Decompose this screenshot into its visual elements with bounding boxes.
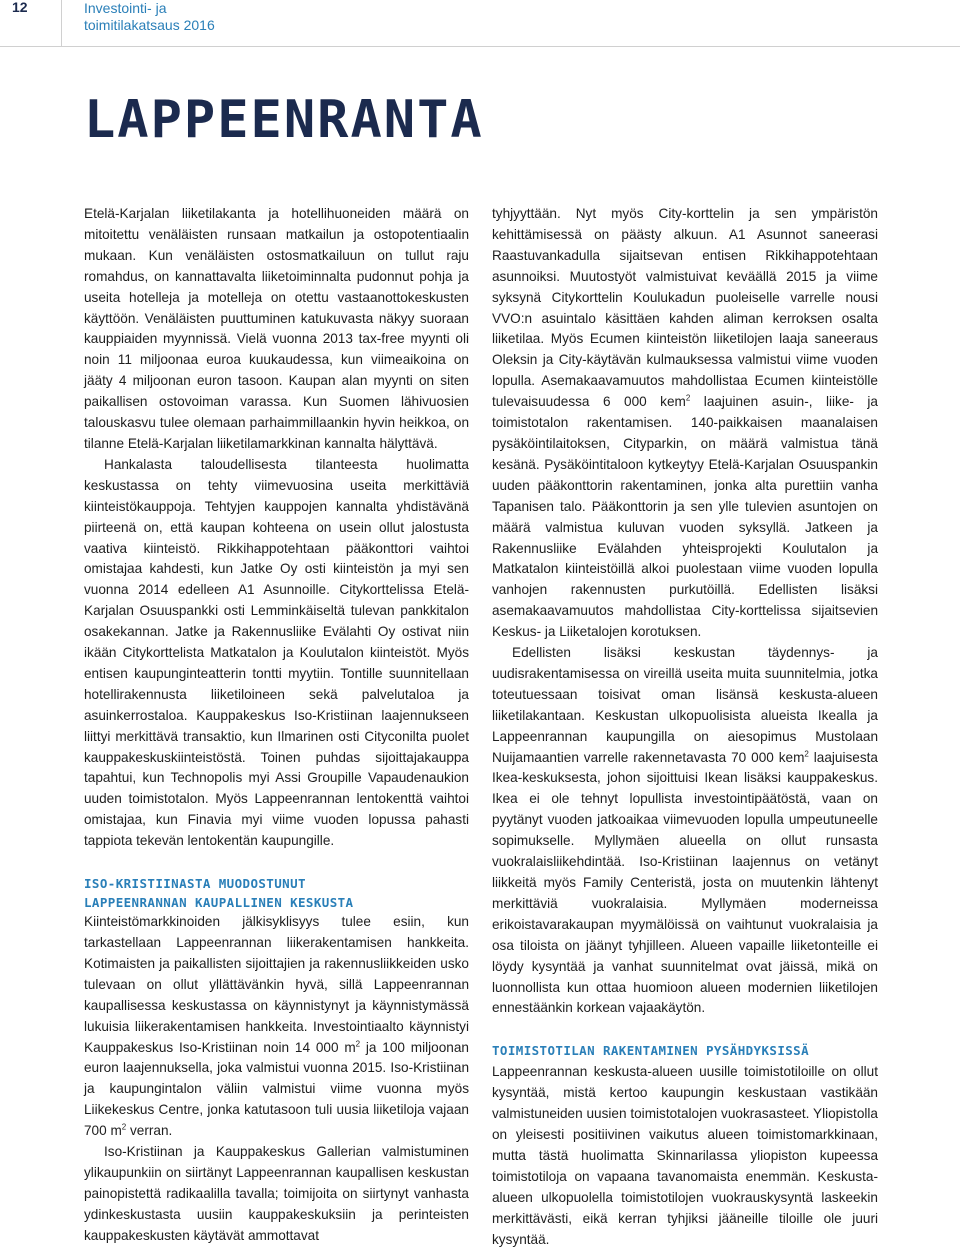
right-paragraph-1 <box>492 204 878 643</box>
section-heading-1-line-2: LAPPEENRANNAN KAUPALLINEN KESKUSTA <box>84 895 354 911</box>
superscript-2: 2 <box>121 1122 127 1132</box>
left-column <box>84 204 469 1247</box>
superscript-2: 2 <box>685 393 691 403</box>
right-p1-part-a: tyhjyyttään. Nyt myös City-korttelin ja sen ympäristön kehittämisessä on päästy alkuun. A1 Asunnot saneerasi Raastuvankadulla sijaitsevan entisen Rikkihappotehtaan asunnoiksi. Muutostyöt valmistuivat keväällä 2015 ja viime syksynä Citykorttelin Koulukadun puoleiselle varrelle nousi VVO:n asuintalo käsittäen kahden aliman kerroksen osalta liiketilaa. Myös Ecumen kiinteistön liiketilojen laaja saneeraus Oleksin ja City-käytävän kulmauksessa valmistui viime vuoden lopulla. Asemakaavamuutos mahdollistaa Ecumen kiinteistölle tulevaisuudessa 6 000 kem <box>492 206 878 410</box>
section-heading-1-line-1: ISO-KRISTIINASTA MUODOSTUNUT <box>84 876 306 892</box>
page-title: LAPPEENRANTA <box>84 90 484 150</box>
left-p3-part-a: Kiinteistömarkkinoiden jälkisyklisyys tulee esiin, kun tarkastellaan Lappeenrannan liikerakentamisen hankkeita. Kotimaisten ja paikallisten sijoittajien ja rakennusliikkeiden usko tulevaan on ollut yllättävänkin hyvä, sillä Lappeenrannan kaupallisessa keskustassa on käynnistynyt ja käynnistymässä lukuisia liikerakentamisen hankkeita. Investointiaalto käynnistyi Kauppakeskus Iso-Kristiinan noin 14 000 m <box>84 914 469 1055</box>
right-paragraph-2 <box>492 643 878 1019</box>
running-head <box>84 0 215 34</box>
page-number-box <box>0 0 62 46</box>
superscript-2: 2 <box>355 1039 361 1048</box>
left-p3-part-c: verran. <box>126 1123 173 1139</box>
right-p1-part-b: laajuinen asuin-, liike- ja toimistotalon rakentamisen. 140-paikkaisen maanalaisen pysäköintilaitoksen, Cityparkin, on määrä valmistua tänä kesänä. Pysäköintitaloon kytkeytyy Etelä-Karjalan Osuuspankin uuden pääkonttorin rakentaminen, jonka alta purettiin vanha Tapanisen talo. Pääkonttorin ja sen ylle tulevien asuntojen on määrä valmistua kuluvan vuoden syksyllä. Jatkeen ja Rakennusliike Evälahden yhteisprojekti Koulutalon ja Matkatalon kiinteistöillä alkoi puolestaan viime vuoden lopulla vanhojen rakennusten purkutöillä. Edellisten lisäksi asemakaavamuutos mahdollistaa City-korttelissa sijaitsevien Keskus- ja Liiketalojen korotuksen. <box>492 394 878 640</box>
right-column <box>492 204 878 1251</box>
left-paragraph-3 <box>84 912 469 1142</box>
right-p2-part-b: laajuisesta Ikea-keskuksesta, johon sijoittuisi Ikean lisäksi kauppakeskus. Ikea ei ole tehnyt lopullista investointipäätöstä, vaan on pyytänyt vuoden jatkoaikaa viimevuoden lopulla umpeutuneelle sopimukselle. Myllymäen alueella on ollut runsasta vuokralaisliikehdintää. Iso-Kristiinan laajennus on vetänyt liikkeitä myös Family Centeristä, josta on muutenkin lähtenyt merkittäviä vuokralaisia. Myllymäen moderneissa erikoistavarakaupan myymälöissä on vaihtunut vuokralaisia ja osa tiloista on jäänyt tyhjilleen. Alueen vapaille liiketonteille ei löydy kysyntää ja vanhat suunnitelmat ovat jäissä, mikä on luonnollista kun ottaa huomioon alueen modernien liiketilojen ennestäänkin korkean vajaakäytön. <box>492 749 878 1016</box>
superscript-2: 2 <box>804 749 809 759</box>
running-head-line-1: Investointi- ja <box>84 0 167 16</box>
right-p2-part-a: Edellisten lisäksi keskustan täydennys- ja uudisrakentamisessa on vireillä useita muita suunnitelmia, jotka toteutuessaan toisivat oman lisänsä keskusta-alueen liiketilakantaan. Keskustan ulkopuolisista alueista Ikealla ja Lappeenrannan kaupungilla on aiesopimus Mustolaan Nuijamaantien varrelle rakennetavasta 70 000 kem <box>492 645 878 765</box>
running-head-line-2: toimitilakatsaus 2016 <box>84 17 215 33</box>
page-number: 12 <box>12 0 28 15</box>
header-rule <box>0 46 960 47</box>
left-paragraph-1: Etelä-Karjalan liiketilakanta ja hotellihuoneiden määrä on mitoitettu venäläisten runsaan matkailun ja ostopotentiaalin mukaan. Kun venäläisten ostosmatkailuun on tullut raju romahdus, on kannattavalta liiketoiminnalta pudonnut pohja ja useita hotelleja ja motelleja on otettu vastaanottokeskusten käyttöön. Venäläisten puuttuminen katukuvasta näkyy suoraan kauppiaiden myynnissä. Vielä vuonna 2013 tax-free myynti oli noin 11 miljoonaa euroa kuukaudessa, kun viimeaikoina on jääty 4 miljoonan euron tasoon. Kaupan alan myynti on siten paikallisen ostovoiman varassa. Kun Suomen lähivuosien talouskasvu tulee olemaan parhaimmillaankin hyvin heikkoa, on tilanne Etelä-Karjalan liiketilamarkkinan kannalta hälyttävä. <box>84 206 469 451</box>
right-paragraph-3: Lappeenrannan keskusta-alueen uusille toimistotiloille on ollut kysyntää, mistä kertoo kaupungin keskustaan vastikään valmistuneiden uusien toimistotalojen vuokrasasteet. Yliopistolla on yleisesti positiivinen vaikutus alueen toimistomarkkinaan, mutta tästä huolimatta Skinnarilassa yliopiston kupeessa toimistotiloja on vapaana tavanomaista enemmän. Keskusta-alueen ulkopuolella toimistotilojen vuokrauskysyntä laskeekin merkittävästi, eikä kerran tyhjiksi jääneille tiloille ole juuri kysyntää. <box>492 1064 878 1247</box>
left-paragraph-2: Hankalasta taloudellisesta tilanteesta huolimatta keskustassa on tehty viimevuosina useita merkittäviä kiinteistökauppoja. Tehtyjen kauppojen kannalta yhdistävänä piirteenä on, että kaupan kohteena on usein ollut jalostusta vaativa kiinteistö. Rikkihappotehtaan pääkonttori vaihtoi omistajaa kahdesti, kun Jatke Oy osti kiinteistön ja myi sen vuonna 2014 edelleen A1 Asunnoille. Citykorttelissa Etelä-Karjalan Osuuspankki osti Lemminkäiseltä tulevan pankkitalon osakekannan. Jatke ja Rakennusliike Evälahti Oy ostivat niin ikään Citykorttelista Matkatalon ja Koulutalon kiinteistöt. Myös entisen kaupunginteatterin tontti myytiin. Tontille suunnitellaan hotellirakennusta liiketiloineen sekä palvelutaloa ja asuinkerrostaloa. Kauppakeskus Iso-Kristiinan laajennukseen liittyi merkittävä transaktio, kun Ilmarinen osti Cityconilta puolet kauppakeskuskiinteistöstä. Toinen puhdas sijoittajakauppa tapahtui, kun Technopolis myi Assi Groupille Vapaudenaukion uuden toimistotalon. Myös Lappeenrannan lentokenttä vaihtoi omistajaa, kun Finavia myi viime vuoden lopussa pahasti tappiota tekevän lentokentän kaupungille. <box>84 456 469 849</box>
left-p3-part-b: ja 100 miljoonan euron laajennuksella, joka valmistui vuonna 2015. Iso-Kristiinan ja kaupungintalon väliin valmistui viime vuonna myös Liikekeskus Centre, jonka katutasoon tuli uusia liiketiloja vajaan 700 m <box>84 1039 469 1139</box>
left-paragraph-4: Iso-Kristiinan ja Kauppakeskus Gallerian valmistuminen ylikaupunkiin on siirtänyt Lappeenrannan kaupallisen keskustan painopistettä radikaalilla tavalla; toimijoita on siirtynyt vanhasta ydinkeskustasta uusiin kauppakeskuksiin ja perinteisten kauppakeskusten käytävät ammottavat <box>84 1144 469 1243</box>
section-heading-2: TOIMISTOTILAN RAKENTAMINEN PYSÄHDYKSISSÄ <box>492 1043 810 1059</box>
